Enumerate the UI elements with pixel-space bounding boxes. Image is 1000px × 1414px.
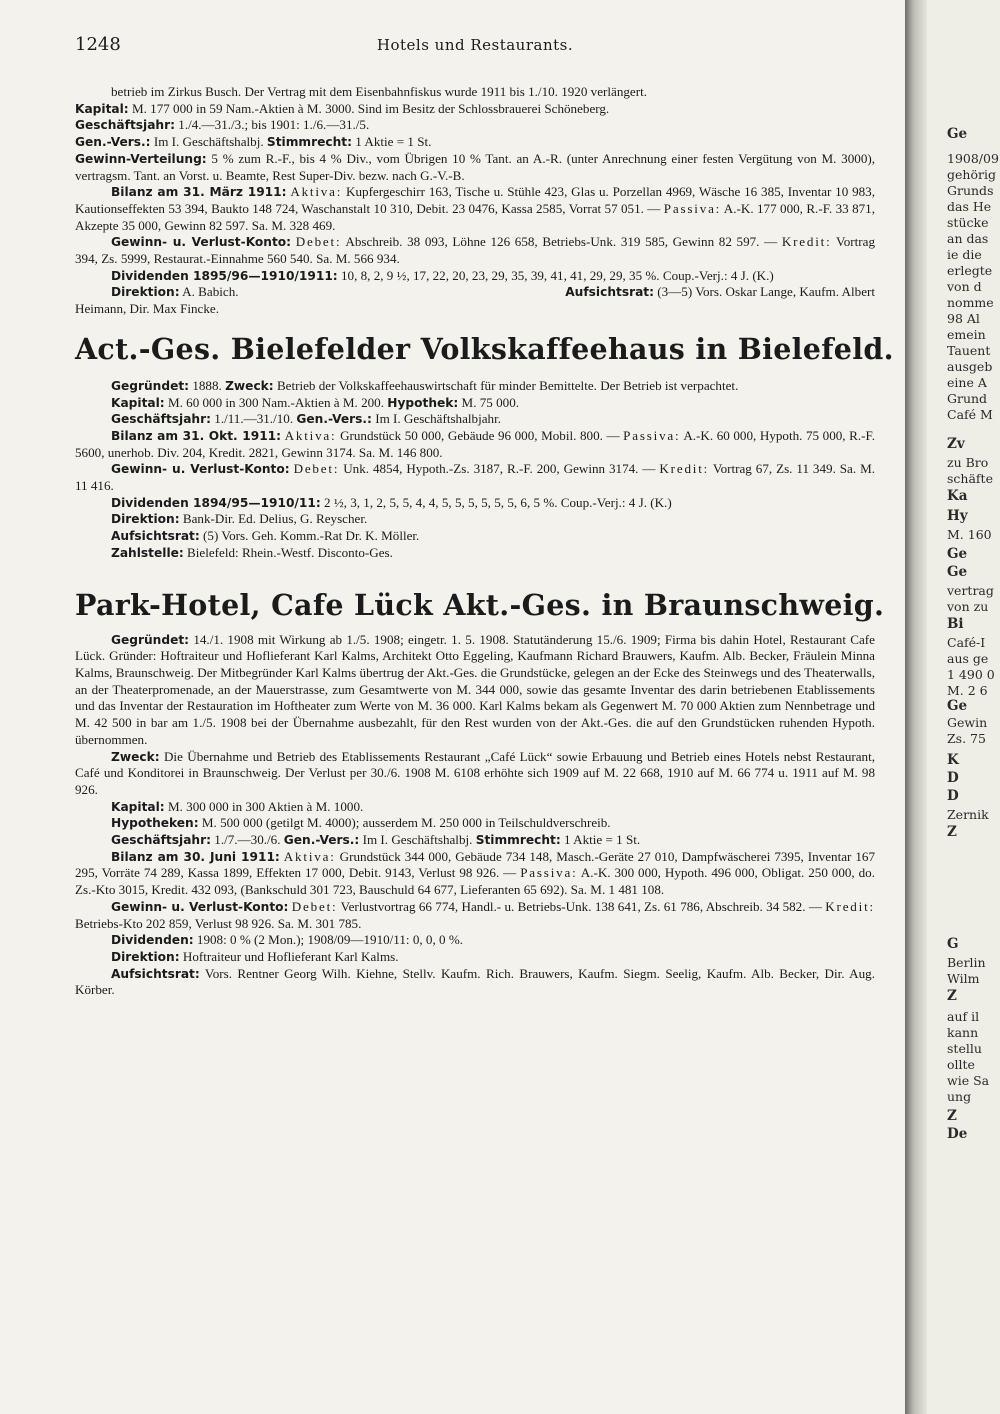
- facing-page-fragment-line: vertrag: [947, 583, 994, 598]
- genvers-line: [75, 134, 875, 151]
- guv-label: Gewinn- u. Verlust-Konto:: [111, 899, 289, 914]
- bilanz-label: Bilanz am 31. März 1911:: [111, 185, 287, 200]
- dividenden-text: 2 ½, 3, 1, 2, 5, 5, 4, 4, 5, 5, 5, 5, 5, 5, 6, 5 %. Coup.-Verj.: 4 J. (K.): [324, 494, 672, 510]
- dividenden-label: Dividenden 1895/96—1910/1911:: [111, 268, 338, 283]
- facing-page-fragment-line: Zs. 75: [947, 731, 986, 746]
- kredit-label: Kredit:: [825, 898, 875, 914]
- facing-page-fragment-line: 1908/09: [947, 151, 999, 166]
- facing-page-fragment-line: ung: [947, 1089, 972, 1104]
- facing-page-fragment-line: Z: [947, 988, 957, 1004]
- stimmrecht-label: Stimmrecht:: [266, 135, 352, 150]
- facing-page-fragment-line: eine A: [947, 375, 987, 390]
- facing-page-fragment-line: D: [947, 770, 959, 786]
- debet-text: Abschreib. 38 093, Löhne 126 658, Betriebs-Unk. 319 585, Gewinn 82 597. —: [345, 234, 778, 250]
- stimmrecht-text: 1 Aktie = 1 St.: [355, 134, 432, 150]
- facing-page-fragment-line: Hy: [947, 508, 968, 524]
- aufsichtsrat-text: (5) Vors. Geh. Komm.-Rat Dr. K. Möller.: [203, 528, 420, 544]
- aufsichtsrat-group: [529, 284, 875, 301]
- facing-page-fragment-line: kann: [947, 1025, 979, 1040]
- facing-page-fragment-line: schäfte: [947, 471, 993, 486]
- dividenden-text: 10, 8, 2, 9 ½, 17, 22, 20, 23, 29, 35, 39, 41, 41, 29, 29, 35 %. Coup.-Verj.: 4 J. (K.): [340, 267, 774, 283]
- facing-page-fragment-line: wie Sa: [947, 1073, 990, 1088]
- zweck-text: Die Übernahme und Betrieb des Etablissements Restaurant „Café Lück“ sowie Erbauung und Betrieb eines Hotels nebst Restaurant, Café und Konditorei in Braunschweig. Der Verlust per 30./6. 1908 M. 6108 erhöhte sich 1909 auf M. 22 668, 1910 auf M. 66 774 u. 1911 auf M. 98 926.: [75, 748, 876, 797]
- facing-page-fragment-line: ie die: [947, 247, 982, 262]
- geschaeftsjahr-label: Geschäftsjahr:: [111, 833, 211, 848]
- facing-page-fragment-line: Café M: [947, 407, 993, 422]
- genvers-text: Im I. Geschäftshalbj.: [362, 832, 473, 848]
- guv-label: Gewinn- u. Verlust-Konto:: [111, 235, 292, 250]
- aufsichtsrat-label: Aufsichtsrat:: [111, 966, 200, 981]
- genvers-label: Gen.-Vers.:: [296, 412, 372, 427]
- page-number: 1248: [75, 34, 121, 55]
- gegruendet-text: 14./1. 1908 mit Wirkung ab 1./5. 1908; eingetr. 1. 5. 1908. Statutänderung 15./6. 1909; Firma bis dahin Hotel, Restaurant Cafe Lück. Gründer: Hoftraiteur und Hoflieferant Karl Kalms, Architekt Otto Eggeling, Kaufmann Richard Brauwers, Kaufm. Alb. Becker, Fräulein Minna Kalms, Braunschweig. Der Mitbegründer Karl Kalms übertrug der Akt.-Ges. die Grundstücke, gelegen an der Ecke des Steinwegs und des Theaterwalls, an der Theaterpromenade, an der Mauerstrasse, zum Gesamtwerte von M. 344 000, sowie das gesamte Inventar des darin betriebenen Etablissements und das Inventar der Restauration im Hoftheater zum Werte von M. 36 000. Karl Kalms bekam als Gegenwert M. 70 000 Aktien zum Nennbetrage und M. 42 500 in bar am 1./5. 1908 bei der Übernahme ausbezahlt, für den Rest wurden von der Akt.-Ges. die auf den Grundstücken ruhenden Hypoth. übernommen.: [75, 631, 875, 747]
- bilanz-label: Bilanz am 30. Juni 1911:: [111, 849, 280, 864]
- company-title: Park-Hotel, Cafe Lück Akt.-Ges. in Braunschweig.: [75, 587, 885, 622]
- direktion-label: Direktion:: [111, 949, 180, 964]
- geschaeftsjahr-text: 1./11.—31./10.: [214, 411, 294, 427]
- bilanz-label: Bilanz am 31. Okt. 1911:: [111, 428, 282, 443]
- aufsichtsrat-label: Aufsichtsrat:: [111, 529, 200, 544]
- zweck-paragraph: [75, 749, 875, 799]
- facing-page-fragment-line: M. 160: [947, 527, 992, 542]
- running-title: Hotels und Restaurants.: [376, 36, 574, 54]
- kapital-text: M. 60 000 in 300 Nam.-Aktien à M. 200.: [167, 394, 384, 410]
- aktiva-text: Grundstück 50 000, Gebäude 96 000, Mobil. 800. —: [340, 427, 620, 443]
- dividenden-label: Dividenden 1894/95—1910/11:: [111, 495, 321, 510]
- kredit-text: Vortrag 394, Zs. 5999, Restaurat.-Einnahme 560 540. Sa. M. 566 934.: [75, 234, 876, 267]
- dividenden-line: [75, 932, 875, 949]
- gegruendet-label: Gegründet:: [111, 378, 190, 393]
- facing-page-fragment-line: auf il: [947, 1009, 980, 1024]
- gegruendet-text: 1888.: [192, 377, 222, 393]
- hypotheken-line: [75, 815, 875, 832]
- guv-line: [75, 461, 875, 494]
- kapital-text: M. 177 000 in 59 Nam.-Aktien à M. 3000. Sind im Besitz der Schlossbrauerei Schöneberg.: [131, 100, 610, 116]
- hypotheken-label: Hypotheken:: [111, 816, 199, 831]
- facing-page-fragment-line: Gewin: [947, 715, 988, 730]
- genvers-text: Im I. Geschäftshalbj.: [153, 134, 264, 150]
- gewinnverteilung-line: [75, 151, 875, 184]
- facing-page-fragment-line: nomme: [947, 295, 994, 310]
- facing-page-fragment-line: Ge: [947, 126, 968, 142]
- dividenden-line: [75, 495, 875, 512]
- facing-page-fragment-line: zu Bro: [947, 455, 989, 470]
- direktion-group: [75, 284, 239, 301]
- entry-bielefelder-volkskaffeehaus: [75, 331, 894, 562]
- stimmrecht-label: Stimmrecht:: [475, 833, 561, 848]
- entry-park-hotel-cafe-lueck: [75, 587, 885, 999]
- guv-line: [75, 899, 875, 932]
- debet-label: Debet:: [295, 234, 342, 250]
- dividenden-text: 1908: 0 % (2 Mon.); 1908/09—1910/11: 0, 0, 0 %.: [196, 932, 464, 948]
- zahlstelle-line: [75, 545, 875, 562]
- facing-page-fragment-line: Z: [947, 824, 957, 840]
- debet-text: Verlustvortrag 66 774, Handl.- u. Betriebs-Unk. 138 641, Zs. 61 786, Abschreib. 34 582. —: [340, 898, 822, 914]
- aufsichtsrat-text: (3—5) Vors. Oskar Lange, Kaufm. Albert: [657, 284, 875, 300]
- facing-page-fragment-line: stellu: [947, 1041, 982, 1056]
- bilanz-line: [75, 428, 875, 461]
- entry-zirkus-busch: [75, 84, 875, 318]
- direktion-line: [75, 511, 875, 528]
- direktion-line: [75, 949, 875, 966]
- facing-page-fragment-line: an das: [947, 231, 989, 246]
- facing-page-fragment-line: von d: [947, 279, 982, 294]
- facing-page-fragment-line: Wilm: [947, 971, 980, 986]
- page-header: [75, 34, 875, 56]
- direktion-text: Bank-Dir. Ed. Delius, G. Reyscher.: [182, 511, 368, 527]
- facing-page-fragment-line: Café-I: [947, 635, 986, 650]
- genvers-label: Gen.-Vers.:: [75, 135, 151, 150]
- geschaeftsjahr-line: [75, 117, 875, 134]
- passiva-label: Passiva:: [520, 865, 578, 881]
- kapital-label: Kapital:: [75, 101, 129, 116]
- hypotheken-text: M. 500 000 (getilgt M. 4000); ausserdem M. 250 000 in Teilschuldverschreib.: [201, 815, 611, 831]
- aktiva-text: Grundstück 344 000, Gebäude 734 148, Masch.-Geräte 27 010, Dampfwäscherei 7395, Inventar 167 295, Vorräte 74 289, Kassa 1899, Effekten 17 000, Debit. 9143, Verlust 98 926. —: [75, 848, 875, 881]
- facing-page-fragment-line: stücke: [947, 215, 989, 230]
- geschaeftsjahr-text: 1./4.—31./3.; bis 1901: 1./6.—31./5.: [178, 117, 370, 133]
- facing-page-fragment-line: Ge: [947, 698, 968, 714]
- zahlstelle-text: Bielefeld: Rhein.-Westf. Disconto-Ges.: [187, 544, 393, 560]
- facing-page-fragment-line: ausgeb: [947, 359, 993, 374]
- direktion-text: Hoftraiteur und Hoflieferant Karl Kalms.: [182, 948, 399, 964]
- direktion-label: Direktion:: [111, 512, 180, 527]
- geschaeftsjahr-text: 1./7.—30./6.: [214, 832, 281, 848]
- facing-page-fragment-line: das He: [947, 199, 992, 214]
- direktion-label: Direktion:: [111, 285, 180, 300]
- facing-page-fragment-line: Tauent: [947, 343, 991, 358]
- gewinnverteilung-label: Gewinn-Verteilung:: [75, 151, 207, 166]
- facing-page-fragment-line: Grund: [947, 391, 988, 406]
- direktion-text: A. Babich.: [182, 284, 239, 300]
- hypothek-text: M. 75 000.: [461, 394, 520, 410]
- geschaeftsjahr-line: [75, 832, 875, 849]
- aufsichtsrat-text: Vors. Rentner Georg Wilh. Kiehne, Stellv. Kaufm. Rich. Brauwers, Kaufm. Siegm. Seelig, Kaufm. Alb. Becker, Dir. Aug. Körber.: [75, 965, 875, 998]
- facing-page-fragment-line: Ka: [947, 488, 968, 504]
- guv-line: [75, 234, 875, 267]
- kredit-text: Vortrag 67, Zs. 11 349. Sa. M. 11 416.: [75, 461, 875, 494]
- kapital-text: M. 300 000 in 300 Aktien à M. 1000.: [167, 798, 364, 814]
- debet-label: Debet:: [291, 898, 338, 914]
- facing-page-fragment-line: emein: [947, 327, 986, 342]
- passiva-label: Passiva:: [623, 427, 681, 443]
- zweck-label: Zweck:: [225, 378, 274, 393]
- dividenden-line: [75, 268, 875, 285]
- continuation-text: betrieb im Zirkus Busch. Der Vertrag mit dem Eisenbahnfiskus wurde 1911 bis 1./10. 1920 verlängert.: [111, 84, 648, 99]
- facing-page-fragment-line: K: [947, 752, 959, 768]
- gegruendet-line: [75, 378, 875, 395]
- facing-page-fragment-line: Berlin: [947, 955, 986, 970]
- facing-page-fragment-line: von zu: [947, 599, 989, 614]
- aktiva-text: Kupfergeschirr 163, Tische u. Stühle 423, Glas u. Porzellan 4969, Wäsche 16 385, Inventar 10 983, Kautionseffekten 53 394, Baukto 148 724, Waschanstalt 10 310, Debit. 23 0476, Kassa 2585, Vorrat 57 051. —: [75, 184, 875, 216]
- passiva-text: A.-K. 60 000, Hypoth. 75 000, R.-F. 5600, unerhob. Div. 204, Kredit. 2821, Gewinn 3174. Sa. M. 146 800.: [75, 427, 876, 460]
- aktiva-label: Aktiva:: [284, 427, 337, 443]
- book-gutter: [905, 0, 927, 1414]
- facing-page-fragment-line: aus ge: [947, 651, 989, 666]
- dividenden-label: Dividenden:: [111, 933, 194, 948]
- aufsichtsrat-line: [75, 528, 875, 545]
- aktiva-label: Aktiva:: [290, 184, 343, 200]
- facing-page-fragment-line: D: [947, 788, 959, 804]
- kapital-line: [75, 395, 875, 412]
- bilanz-line: [75, 849, 875, 899]
- hypothek-label: Hypothek:: [387, 395, 459, 410]
- facing-page-fragment-line: Zv: [947, 436, 965, 452]
- passiva-label: Passiva:: [663, 200, 722, 216]
- facing-page-fragment-line: Z: [947, 1108, 957, 1124]
- stimmrecht-text: 1 Aktie = 1 St.: [564, 832, 641, 848]
- geschaeftsjahr-line: [75, 411, 875, 428]
- facing-page-fragment-line: Ge: [947, 546, 968, 562]
- zweck-text: Betrieb der Volkskaffeehauswirtschaft für minder Bemittelte. Der Betrieb ist verpachtet.: [276, 377, 739, 393]
- kapital-line: [75, 799, 875, 816]
- kapital-label: Kapital:: [111, 395, 165, 410]
- facing-page-fragment-line: Zernik: [947, 807, 989, 822]
- company-title: Act.-Ges. Bielefelder Volkskaffeehaus in Bielefeld.: [75, 331, 894, 366]
- zweck-label: Zweck:: [111, 749, 160, 764]
- facing-page-fragment-line: Bi: [947, 616, 964, 632]
- facing-page-fragment-line: Grunds: [947, 183, 994, 198]
- debet-label: Debet:: [293, 461, 340, 477]
- gegruendet-label: Gegründet:: [111, 632, 190, 647]
- kredit-label: Kredit:: [781, 234, 832, 250]
- facing-page-fragment-line: ollte: [947, 1057, 975, 1072]
- facing-page-fragment-line: 1 490 0: [947, 667, 995, 682]
- zahlstelle-label: Zahlstelle:: [111, 545, 184, 560]
- kredit-label: Kredit:: [659, 461, 710, 477]
- facing-page-fragment-line: G: [947, 936, 959, 952]
- gewinnverteilung-text: 5 % zum R.-F., bis 4 % Div., vom Übrigen 10 % Tant. an A.-R. (unter Anrechnung einer festen Vergütung von M. 3000), vertragsm. Tant. an Vorst. u. Beamte, Rest Super-Div. bezw. nach G.-V.-B.: [75, 150, 875, 183]
- genvers-label: Gen.-Vers.:: [283, 833, 360, 848]
- guv-label: Gewinn- u. Verlust-Konto:: [111, 462, 290, 477]
- bilanz-line: [75, 184, 875, 234]
- debet-text: Unk. 4854, Hypoth.-Zs. 3187, R.-F. 200, Gewinn 3174. —: [343, 461, 656, 477]
- facing-page-fragment-line: erlegte: [947, 263, 993, 278]
- aufsichtsrat-label: Aufsichtsrat:: [565, 285, 655, 300]
- facing-page-fragment-line: Ge: [947, 564, 968, 580]
- direktion-aufsichtsrat-line: [75, 284, 875, 301]
- passiva-text: A.-K. 177 000, R.-F. 33 871, Akzepte 35 000, Gewinn 82 597. Sa. M. 328 469.: [75, 200, 875, 233]
- aktiva-label: Aktiva:: [283, 848, 336, 864]
- gegruendet-paragraph: [75, 632, 875, 749]
- genvers-text: Im I. Geschäftshalbjahr.: [375, 411, 502, 427]
- facing-page-fragment-line: De: [947, 1126, 968, 1142]
- geschaeftsjahr-label: Geschäftsjahr:: [111, 412, 211, 427]
- facing-page-fragment-line: M. 2 6: [947, 683, 988, 698]
- aufsichtsrat-line: [75, 966, 875, 999]
- facing-page-fragment: [927, 0, 1000, 1414]
- aufsichtsrat-continuation: Heimann, Dir. Max Fincke.: [75, 301, 220, 317]
- page-body: [75, 84, 894, 999]
- kapital-label: Kapital:: [111, 799, 165, 814]
- kapital-line: [75, 101, 875, 118]
- facing-page-fragment-line: 98 Al: [947, 311, 980, 326]
- kredit-text: Betriebs-Kto 202 859, Verlust 98 926. Sa. M. 301 785.: [75, 915, 362, 931]
- facing-page-fragment-line: gehörig: [947, 167, 996, 182]
- passiva-text: A.-K. 300 000, Hypoth. 496 000, Obligat. 250 000, do. Zs.-Kto 3015, Kredit. 432 093, (Bankschuld 301 723, Bauschuld 64 677, Lieferanten 65 692). Sa. M. 1 481 108.: [75, 865, 875, 898]
- geschaeftsjahr-label: Geschäftsjahr:: [75, 118, 175, 133]
